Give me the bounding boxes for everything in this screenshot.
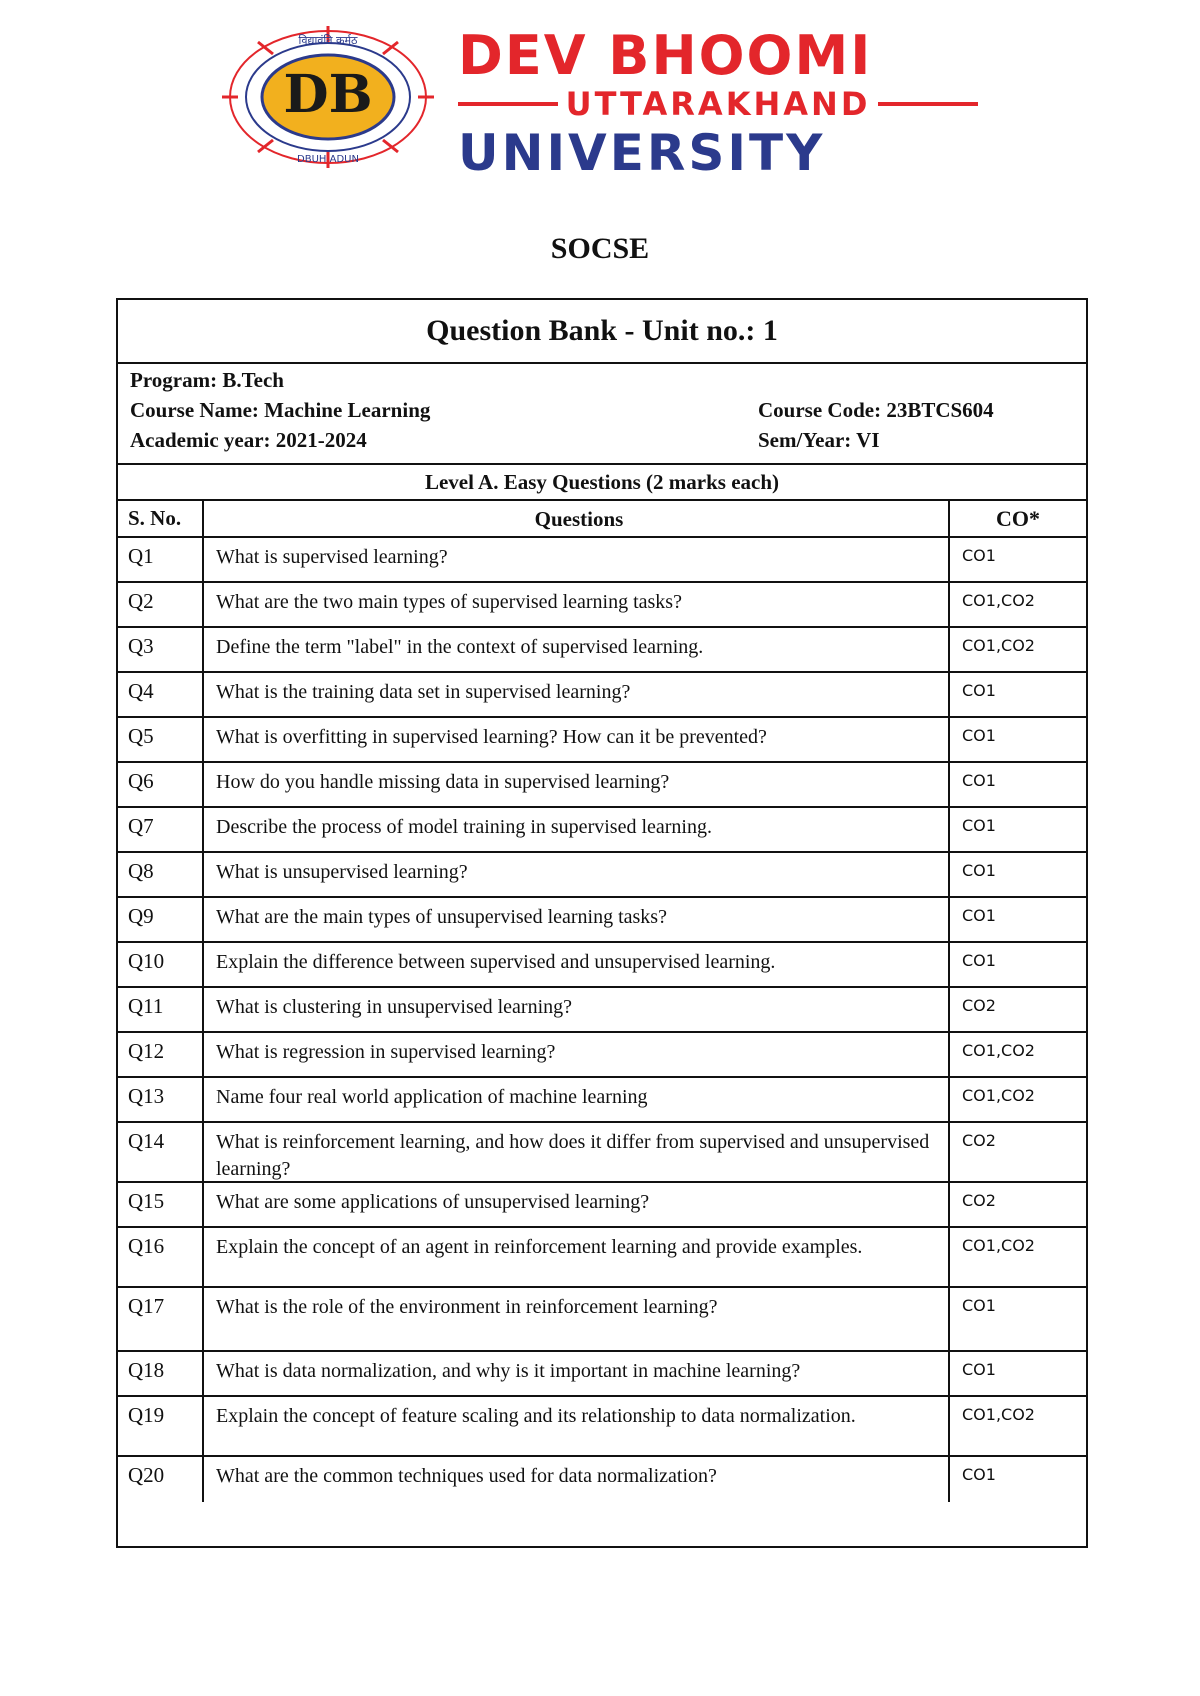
- course-outcome: CO1,CO2: [962, 1041, 1035, 1060]
- table-row: [118, 943, 1086, 988]
- course-code: Course Code: 23BTCS604: [758, 398, 994, 422]
- course-outcome: CO2: [962, 996, 996, 1015]
- level-heading: Level A. Easy Questions (2 marks each): [118, 465, 1086, 501]
- empty-footer-row: [118, 1502, 1086, 1546]
- course-outcome: CO1: [962, 816, 996, 835]
- seal-monogram: DB: [283, 64, 373, 125]
- question-number: Q13: [118, 1078, 204, 1121]
- table-row: [118, 538, 1086, 583]
- question-number: Q9: [118, 898, 204, 941]
- course-outcome: CO1,CO2: [962, 1405, 1035, 1424]
- question-text: What is supervised learning?: [204, 538, 950, 581]
- question-number: Q18: [118, 1352, 204, 1395]
- seal-bottom-text: DBUH ADUN: [297, 154, 359, 165]
- question-text: What is reinforcement learning, and how does it differ from supervised and unsupervised learning?: [204, 1123, 950, 1181]
- question-number: Q6: [118, 763, 204, 806]
- course-outcome: CO1: [962, 861, 996, 880]
- university-name-line2: [458, 84, 978, 124]
- question-number: Q11: [118, 988, 204, 1031]
- sem-year: Sem/Year: VI: [758, 428, 880, 452]
- course-outcome: CO1: [962, 1296, 996, 1315]
- academic-year: Academic year: 2021-2024: [130, 428, 367, 452]
- question-number: Q20: [118, 1457, 204, 1502]
- question-number: Q4: [118, 673, 204, 716]
- table-row: [118, 1228, 1086, 1288]
- course-outcome: CO1: [962, 1360, 996, 1379]
- course-outcome: CO1,CO2: [962, 591, 1035, 610]
- question-text: Explain the concept of feature scaling and its relationship to data normalization.: [204, 1397, 950, 1455]
- table-row: [118, 673, 1086, 718]
- question-text: Name four real world application of machine learning: [204, 1078, 950, 1121]
- table-row: [118, 1033, 1086, 1078]
- question-number: Q3: [118, 628, 204, 671]
- question-number: Q7: [118, 808, 204, 851]
- table-row: [118, 1352, 1086, 1397]
- course-outcome: CO2: [962, 1191, 996, 1210]
- course-outcome: CO1: [962, 1465, 996, 1484]
- university-header: [218, 22, 998, 182]
- table-row: [118, 763, 1086, 808]
- course-outcome: CO1: [962, 951, 996, 970]
- question-number: Q12: [118, 1033, 204, 1076]
- wordmark-dash-left: [458, 102, 558, 106]
- question-number: Q14: [118, 1123, 204, 1181]
- course-outcome: CO1,CO2: [962, 1086, 1035, 1105]
- question-text: What are the two main types of supervised learning tasks?: [204, 583, 950, 626]
- question-bank-table: [116, 298, 1088, 1548]
- table-row: [118, 1457, 1086, 1502]
- course-outcome: CO1,CO2: [962, 1236, 1035, 1255]
- table-row: [118, 988, 1086, 1033]
- question-number: Q19: [118, 1397, 204, 1455]
- question-number: Q5: [118, 718, 204, 761]
- university-name-line1: DEV BHOOMI: [458, 24, 873, 87]
- course-outcome: CO1: [962, 681, 996, 700]
- question-number: Q1: [118, 538, 204, 581]
- table-row: [118, 853, 1086, 898]
- course-details: [118, 364, 1086, 465]
- column-header-sno: S. No.: [118, 501, 204, 536]
- question-text: What is clustering in unsupervised learning?: [204, 988, 950, 1031]
- school-name: SOCSE: [550, 232, 650, 265]
- question-text: Explain the difference between supervised and unsupervised learning.: [204, 943, 950, 986]
- question-number: Q2: [118, 583, 204, 626]
- course-name: Course Name: Machine Learning: [130, 398, 431, 422]
- table-header-row: [118, 501, 1086, 538]
- question-bank-title: Question Bank - Unit no.: 1: [118, 300, 1086, 364]
- question-text: What is overfitting in supervised learning? How can it be prevented?: [204, 718, 950, 761]
- question-number: Q17: [118, 1288, 204, 1350]
- question-text: What are some applications of unsupervised learning?: [204, 1183, 950, 1226]
- seal-top-text: विद्यावंति कर्मठ: [298, 34, 358, 47]
- question-number: Q10: [118, 943, 204, 986]
- course-outcome: CO1: [962, 906, 996, 925]
- question-text: What are the common techniques used for data normalization?: [204, 1457, 950, 1502]
- question-number: Q15: [118, 1183, 204, 1226]
- table-row: [118, 808, 1086, 853]
- wordmark-dash-right: [878, 102, 978, 106]
- question-text: What are the main types of unsupervised learning tasks?: [204, 898, 950, 941]
- column-header-co: CO*: [996, 506, 1040, 531]
- question-text: Explain the concept of an agent in reinforcement learning and provide examples.: [204, 1228, 950, 1286]
- question-text: What is regression in supervised learning?: [204, 1033, 950, 1076]
- table-row: [118, 1288, 1086, 1352]
- question-text: Define the term "label" in the context of supervised learning.: [204, 628, 950, 671]
- university-seal-logo: [218, 22, 438, 172]
- table-row: [118, 628, 1086, 673]
- table-row: [118, 718, 1086, 763]
- table-row: [118, 898, 1086, 943]
- course-outcome: CO1: [962, 771, 996, 790]
- university-name-line3: UNIVERSITY: [458, 124, 826, 182]
- course-outcome: CO1: [962, 726, 996, 745]
- table-row: [118, 583, 1086, 628]
- question-text: What is data normalization, and why is it important in machine learning?: [204, 1352, 950, 1395]
- course-outcome: CO2: [962, 1131, 996, 1150]
- university-name-line2-text: UTTARAKHAND: [565, 85, 871, 123]
- question-text: Describe the process of model training in supervised learning.: [204, 808, 950, 851]
- question-text: What is unsupervised learning?: [204, 853, 950, 896]
- table-row: [118, 1397, 1086, 1457]
- question-number: Q16: [118, 1228, 204, 1286]
- question-number: Q8: [118, 853, 204, 896]
- question-rows: [118, 538, 1086, 1502]
- column-header-questions: Questions: [204, 501, 950, 536]
- question-text: What is the training data set in supervised learning?: [204, 673, 950, 716]
- table-row: [118, 1123, 1086, 1183]
- table-row: [118, 1183, 1086, 1228]
- course-outcome: CO1: [962, 546, 996, 565]
- question-text: How do you handle missing data in supervised learning?: [204, 763, 950, 806]
- table-row: [118, 1078, 1086, 1123]
- course-outcome: CO1,CO2: [962, 636, 1035, 655]
- program: Program: B.Tech: [130, 368, 284, 392]
- question-text: What is the role of the environment in reinforcement learning?: [204, 1288, 950, 1350]
